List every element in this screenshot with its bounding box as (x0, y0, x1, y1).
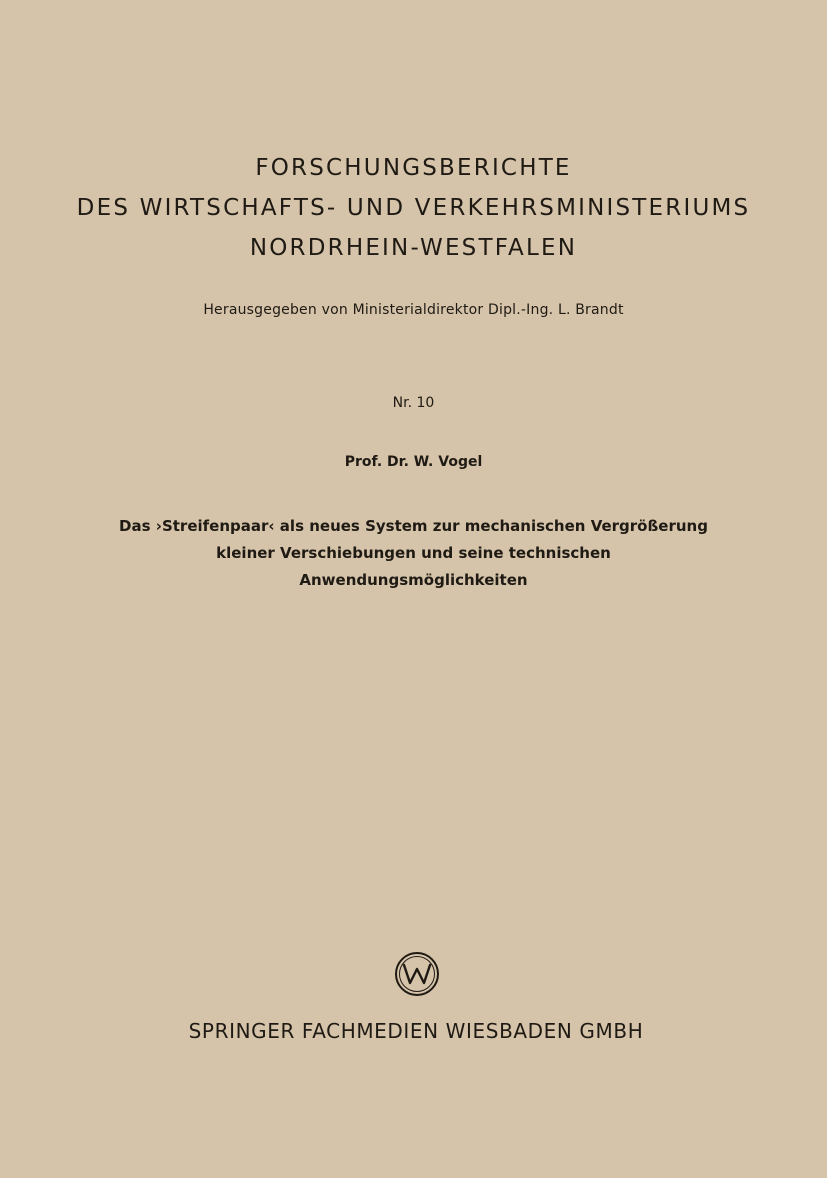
author-name: Prof. Dr. W. Vogel (344, 454, 483, 470)
series-title-line-2: DES WIRTSCHAFTS- UND VERKEHRSMINISTERIUMS (76, 195, 751, 221)
report-title (0, 513, 827, 594)
publisher-name: SPRINGER FACHMEDIEN WIESBADEN GMBH (188, 1019, 644, 1043)
report-title-line-2: kleiner Verschiebungen und seine technischen (216, 544, 611, 562)
springer-w-monogram-icon (394, 951, 440, 997)
series-heading (0, 148, 827, 268)
series-title-line-3: NORDRHEIN-WESTFALEN (249, 235, 578, 261)
volume-number: Nr. 10 (392, 395, 435, 411)
series-title-line-1: FORSCHUNGSBERICHTE (255, 155, 572, 181)
report-title-line-1: Das ›Streifenpaar‹ als neues System zur mechanischen Vergrößerung (119, 517, 708, 535)
editor-line: Herausgegeben von Ministerialdirektor Dipl.-Ing. L. Brandt (203, 302, 624, 318)
report-title-line-3: Anwendungsmöglichkeiten (299, 571, 528, 589)
